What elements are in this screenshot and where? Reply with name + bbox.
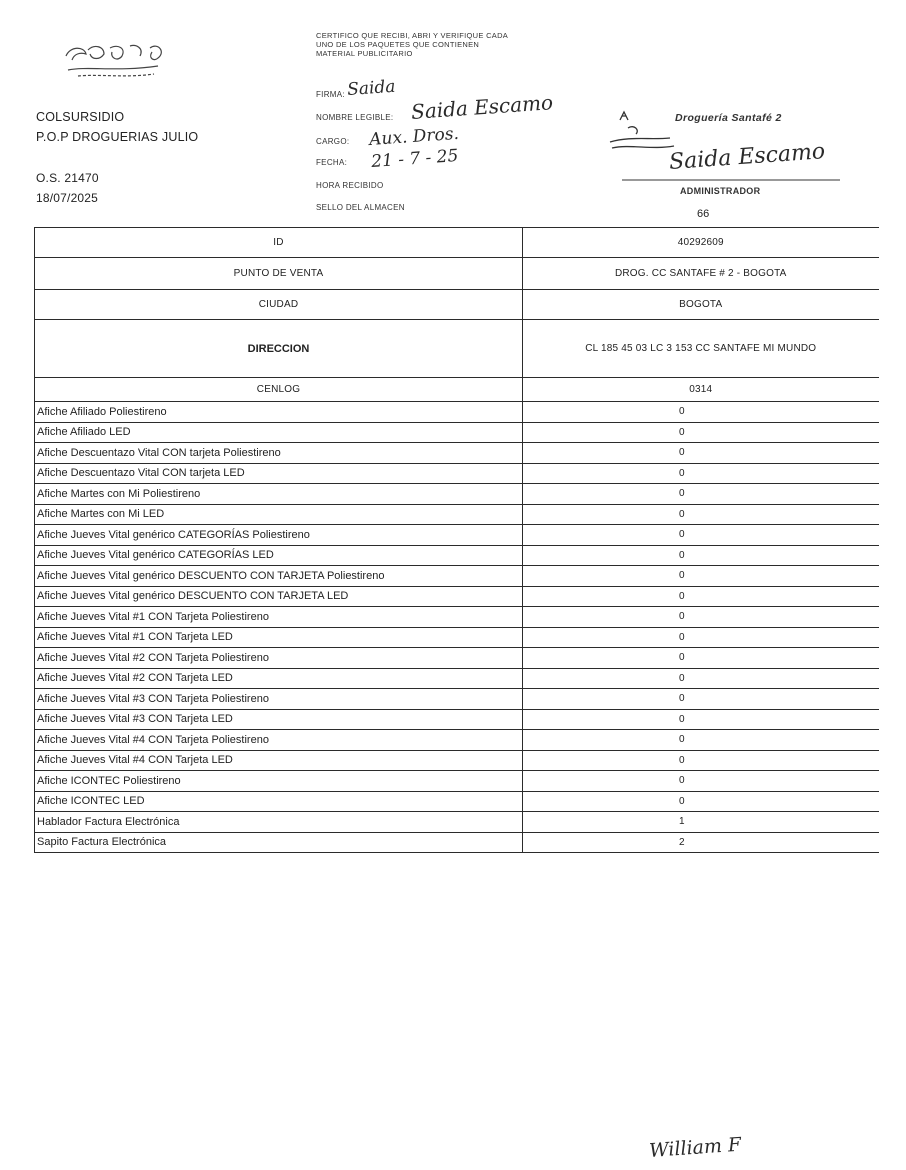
item-name: Afiche Martes con Mi LED <box>35 504 523 525</box>
item-row <box>35 812 879 833</box>
item-name: Afiche Jueves Vital #2 CON Tarjeta LED <box>35 668 523 689</box>
info-value: CL 185 45 03 LC 3 153 CC SANTAFE MI MUNDO <box>523 320 879 378</box>
item-row <box>35 607 879 628</box>
item-row <box>35 545 879 566</box>
item-quantity: 2 <box>523 832 879 853</box>
item-quantity: 0 <box>523 443 879 464</box>
hora-label: HORA RECIBIDO <box>316 181 384 190</box>
item-row <box>35 668 879 689</box>
item-quantity: 0 <box>523 545 879 566</box>
item-row <box>35 463 879 484</box>
nombre-label: NOMBRE LEGIBLE: <box>316 113 394 122</box>
item-quantity: 0 <box>523 402 879 423</box>
item-quantity: 0 <box>523 463 879 484</box>
item-row <box>35 730 879 751</box>
document-date: 18/07/2025 <box>36 191 99 205</box>
item-row <box>35 402 879 423</box>
item-row <box>35 832 879 853</box>
item-row <box>35 791 879 812</box>
info-row <box>35 228 879 258</box>
info-value: BOGOTA <box>523 290 879 320</box>
item-name: Afiche ICONTEC Poliestireno <box>35 771 523 792</box>
item-row <box>35 689 879 710</box>
item-quantity: 1 <box>523 812 879 833</box>
item-quantity: 0 <box>523 689 879 710</box>
item-name: Afiche Jueves Vital #1 CON Tarjeta Poliestireno <box>35 607 523 628</box>
info-label: DIRECCION <box>35 320 523 378</box>
item-name: Afiche Jueves Vital genérico DESCUENTO CON TARJETA LED <box>35 586 523 607</box>
item-quantity: 0 <box>523 771 879 792</box>
item-quantity: 0 <box>523 484 879 505</box>
item-quantity: 0 <box>523 607 879 628</box>
info-label: ID <box>35 228 523 258</box>
item-name: Afiche ICONTEC LED <box>35 791 523 812</box>
firma-signature: Saida <box>346 76 397 100</box>
item-name: Afiche Jueves Vital #2 CON Tarjeta Poliestireno <box>35 648 523 669</box>
item-quantity: 0 <box>523 709 879 730</box>
info-row <box>35 378 879 402</box>
item-row <box>35 566 879 587</box>
item-row <box>35 771 879 792</box>
info-label: PUNTO DE VENTA <box>35 258 523 290</box>
info-row <box>35 290 879 320</box>
item-quantity: 0 <box>523 627 879 648</box>
service-order: O.S. 21470 <box>36 171 99 185</box>
item-name: Afiche Jueves Vital genérico DESCUENTO CON TARJETA Poliestireno <box>35 566 523 587</box>
item-name: Afiche Descuentazo Vital CON tarjeta Poliestireno <box>35 443 523 464</box>
item-row <box>35 422 879 443</box>
item-name: Afiche Afiliado Poliestireno <box>35 402 523 423</box>
stamp-signature: Saida Escamo <box>668 139 826 175</box>
item-row <box>35 648 879 669</box>
item-row <box>35 627 879 648</box>
info-label: CIUDAD <box>35 290 523 320</box>
stamp-code: 66 <box>697 208 710 220</box>
item-name: Afiche Descuentazo Vital CON tarjeta LED <box>35 463 523 484</box>
delivery-table <box>34 227 879 853</box>
item-quantity: 0 <box>523 525 879 546</box>
item-row <box>35 443 879 464</box>
cargo-value: Aux. Dros. <box>368 123 460 150</box>
item-name: Afiche Jueves Vital #3 CON Tarjeta Poliestireno <box>35 689 523 710</box>
item-row <box>35 525 879 546</box>
certificate-text: CERTIFICO QUE RECIBI, ABRI Y VERIFIQUE CADA UNO DE LOS PAQUETES QUE CONTIENEN MATERIAL PUBLICITARIO <box>316 31 508 58</box>
cargo-label: CARGO: <box>316 137 350 146</box>
item-quantity: 0 <box>523 791 879 812</box>
item-name: Afiche Afiliado LED <box>35 422 523 443</box>
item-name: Afiche Jueves Vital #4 CON Tarjeta Poliestireno <box>35 730 523 751</box>
item-quantity: 0 <box>523 750 879 771</box>
item-quantity: 0 <box>523 566 879 587</box>
company-name: COLSURSIDIO <box>36 110 125 124</box>
fecha-label: FECHA: <box>316 158 348 167</box>
item-quantity: 0 <box>523 648 879 669</box>
footer-signature: William F <box>648 1133 742 1162</box>
sello-label: SELLO DEL ALMACEN <box>316 203 405 212</box>
item-name: Afiche Jueves Vital genérico CATEGORÍAS Poliestireno <box>35 525 523 546</box>
firma-label: FIRMA: <box>316 90 345 99</box>
nombre-value: Saida Escamo <box>410 90 554 124</box>
info-value: DROG. CC SANTAFE # 2 - BOGOTA <box>523 258 879 290</box>
item-row <box>35 709 879 730</box>
stamp-title: Droguería Santafé 2 <box>675 112 782 124</box>
company-logo <box>58 38 176 82</box>
item-name: Afiche Jueves Vital #4 CON Tarjeta LED <box>35 750 523 771</box>
item-name: Afiche Jueves Vital #3 CON Tarjeta LED <box>35 709 523 730</box>
item-name: Sapito Factura Electrónica <box>35 832 523 853</box>
item-quantity: 0 <box>523 586 879 607</box>
item-row <box>35 504 879 525</box>
item-name: Afiche Martes con Mi Poliestireno <box>35 484 523 505</box>
item-quantity: 0 <box>523 668 879 689</box>
item-row <box>35 586 879 607</box>
document-title: P.O.P DROGUERIAS JULIO <box>36 130 199 144</box>
info-label: CENLOG <box>35 378 523 402</box>
item-quantity: 0 <box>523 422 879 443</box>
info-value: 0314 <box>523 378 879 402</box>
table-body <box>35 228 879 853</box>
item-quantity: 0 <box>523 504 879 525</box>
stamp-subtitle: ADMINISTRADOR <box>680 186 761 196</box>
item-row <box>35 750 879 771</box>
item-name: Hablador Factura Electrónica <box>35 812 523 833</box>
info-row <box>35 258 879 290</box>
item-name: Afiche Jueves Vital #1 CON Tarjeta LED <box>35 627 523 648</box>
info-value: 40292609 <box>523 228 879 258</box>
item-row <box>35 484 879 505</box>
info-row <box>35 320 879 378</box>
item-quantity: 0 <box>523 730 879 751</box>
fecha-value: 21 - 7 - 25 <box>370 145 459 172</box>
item-name: Afiche Jueves Vital genérico CATEGORÍAS LED <box>35 545 523 566</box>
